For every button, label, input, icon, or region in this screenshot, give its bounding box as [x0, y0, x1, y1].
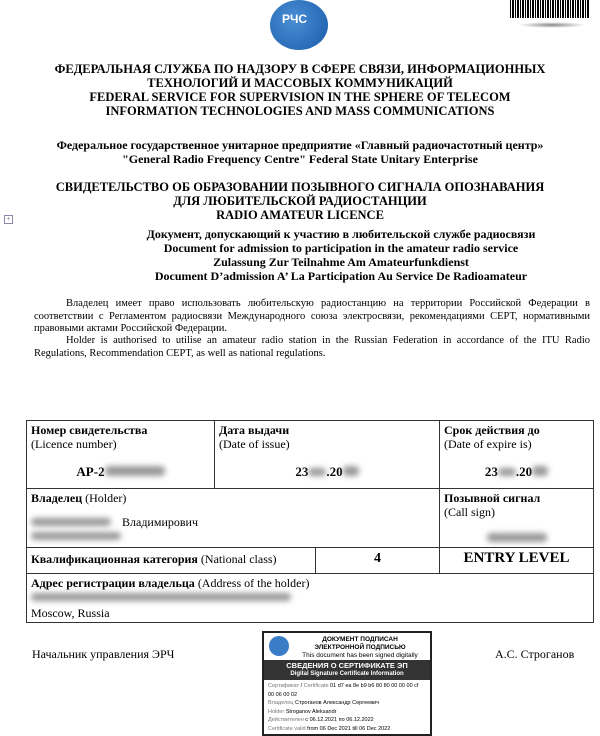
licence-table — [26, 420, 594, 623]
rchs-mini-logo — [269, 636, 289, 656]
national-class-value: 4 — [316, 548, 440, 574]
body-ru: Владелец имеет право использовать любительскую радиостанцию на территории Российской Федерации в соответствии с Регламентом радиосвязи Международного союза электросвязи, рекомендациями СЕРТ, нормативными правовыми актами Российской Федерации. — [34, 298, 590, 334]
table-move-handle-icon[interactable]: + — [4, 215, 13, 224]
digital-signature-stamp: ДОКУМЕНТ ПОДПИСАН ЭЛЕКТРОННОЙ ПОДПИСЬЮ This document has been signed digitally СВЕДЕНИЯ О СЕРТИФИКАТЕ ЭП Digital Signature Certificate Information Сертификат / Certificate 01 d7 ea 8e b9 b6 80 80 00 00 00 cf 00 06 00 02 Владелец Строганов Александр Сергеевич Holder Stroganov Aleksandr Действителен с 06.12.2021 по 06.12.2022 Certificate valid from 06 Dec 2021 till 06 Dec 2022 — [262, 631, 432, 736]
document-title: СВИДЕТЕЛЬСТВО ОБ ОБРАЗОВАНИИ ПОЗЫВНОГО СИГНАЛА ОПОЗНАВАНИЯ ДЛЯ ЛЮБИТЕЛЬСКОЙ РАДИОСТАНЦИИ RADIO AMATEUR LICENCE — [55, 180, 545, 222]
call-sign-cell: Позывной сигнал (Call sign) — [440, 489, 594, 548]
document-subtitle: Документ, допускающий к участию в любительской службе радиосвязи Document for admission to participation in the amateur radio service Zulassung Zur Teilnahme Am Amateurfunkdienst Document D’admission A’ La Participation Au Service De Radioamateur — [146, 227, 536, 283]
licence-number-cell: Номер свидетельства (Licence number) AP-2 — [27, 421, 215, 489]
signatory-position: Начальник управления ЭРЧ — [32, 647, 175, 661]
redacted — [105, 466, 165, 476]
signatory-name: А.С. Строганов — [495, 647, 575, 661]
address-cell: Адрес регистрации владельца (Address of the holder) Moscow, Russia — [27, 574, 594, 623]
agency-header: ФЕДЕРАЛЬНАЯ СЛУЖБА ПО НАДЗОРУ В СФЕРЕ СВЯЗИ, ИНФОРМАЦИОННЫХ ТЕХНОЛОГИЙ И МАССОВЫХ КОММУНИКАЦИЙ FEDERAL SERVICE FOR SUPERVISION IN THE SPHERE OF TELECOM INFORMATION TECHNOLOGIES AND MASS COMMUNICATIONS — [54, 62, 546, 118]
date-issue-cell: Дата выдачи (Date of issue) 23 .20 — [215, 421, 440, 489]
enterprise: Федеральное государственное унитарное предприятие «Главный радиочастотный центр» "General Radio Frequency Centre" Federal State Unitary Enterprise — [56, 138, 544, 166]
holder-cell: Владелец (Holder) Владимирович — [27, 489, 440, 548]
barcode — [510, 0, 590, 18]
date-expire-cell: Срок действия до (Date of expire is) 23 .20 — [440, 421, 594, 489]
national-class-label-cell: Квалификационная категория (National class) — [27, 548, 316, 574]
body-en: Holder is authorised to utilise an amateur radio station in the Russian Federation in accordance of the ITU Radio Regulations, Recommendation CEPT, as well as national regulations. — [34, 335, 590, 359]
rchs-logo: РЧС — [270, 0, 328, 50]
national-class-level: ENTRY LEVEL — [440, 548, 594, 574]
barcode-shadow — [518, 22, 586, 28]
